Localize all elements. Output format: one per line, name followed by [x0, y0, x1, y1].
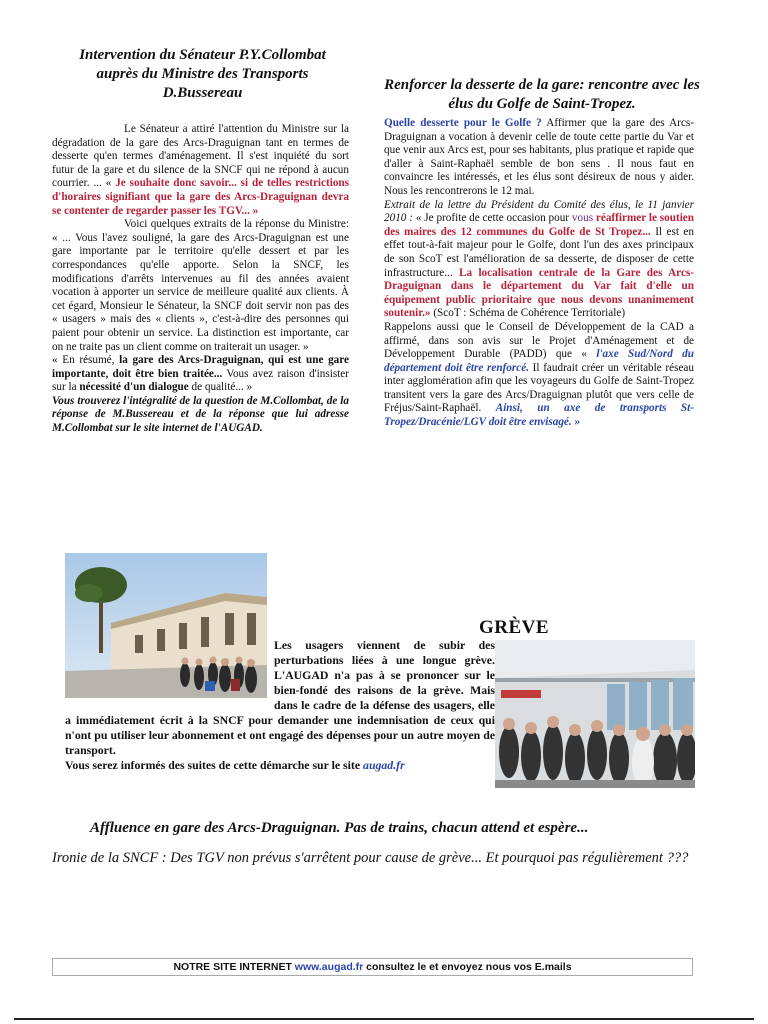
left-paragraph-2: Voici quelques extraits de la réponse du Ministre: « ... Vous l'avez souligné, la gare des Arcs-Draguignan est une gare importante par le territoire qu'elle dessert et par les correspondances qu'elle apporte. Selon la SNCF, les modifications d'arrêts intervenues au fil des années avaient vocation à apporter un service de meilleure qualité aux clients. À cet égard, Monsieur le Sénateur, la SNCF doit servir non pas des « usagers » mais des « clients », c'est-à-dire des personnes qui paient pour obtenir un service. La distinction est importante, car on ne traite pas un client comme on traiterait un usager. »	[52, 218, 349, 353]
left-paragraph-4: Vous trouverez l'intégralité de la question de M.Collombat, de la réponse de M.Bussereau et de la réponse que lui adresse M.Collombat sur le site internet de l'AUGAD.	[52, 394, 349, 435]
footer-banner: NOTRE SITE INTERNET www.augad.fr consultez le et envoyez nous vos E.mails	[52, 958, 693, 976]
left-article-body	[52, 123, 349, 436]
photo-caption: Affluence en gare des Arcs-Draguignan. Pas de trains, chacun attend et espère...	[90, 820, 589, 836]
greve-photo-spacer-left	[65, 638, 274, 709]
right-paragraph-3: Rappelons aussi que le Conseil de Développement de la CAD a affirmé, dans son avis sur le Projet d'Aménagement et de Développement Durable (PADD) que « l'axe Sud/Nord du département doit être renforcé. Il faudrait créer un véritable réseau inter agglomération afin que les voyageurs du Golfe de Saint-Tropez transitent vers la gare des Arcs/Draguignan plutôt que vers celle de Fréjus/Saint-Raphaël. Ainsi, un axe de transports St-Tropez/Dracénie/LGV doit être envisagé. »	[384, 320, 694, 429]
left-article-title: Intervention du Sénateur P.Y.Collombat auprès du Ministre des Transports D.Bussereau	[79, 47, 326, 101]
left-highlight-quote: Je souhaite donc savoir... si de telles restrictions d'horaires signifiant que la gare des Arcs-Draguignan devra se contenter de regarder passer les TGV... »	[52, 177, 349, 217]
footer-site-link[interactable]: www.augad.fr	[294, 961, 364, 973]
greve-site-link[interactable]: augad.fr	[363, 758, 405, 772]
right-paragraph-1: Quelle desserte pour le Golfe ? Affirmer que la gare des Arcs-Draguignan a vocation à devenir celle de toute cette partie du Var et que venir aux Arcs est, pour ses habitants, plus pratique et rapide que d'aller à Saint-Raphaël semble de bon sens . Il nous faut en convaincre les intéressés, et les élus sont désireux de nous y aider. Nous les rencontrerons le 12 mai.	[384, 117, 695, 197]
bottom-rule	[14, 1018, 754, 1020]
left-paragraph-1: Le Sénateur a attiré l'attention du Ministre sur la dégradation de la gare des Arcs-Draguignan tant en termes de desserte qu'en termes d'aménagement. Il s'est inquiété du sort futur de la gare et du silence de la SNCF qui ne répond à aucun courrier. ... « Je souhaite donc savoir... si de telles restrictions d'horaires signifiant que la gare des Arcs-Draguignan devra se contenter de regarder passer les TGV... »	[52, 123, 349, 217]
right-article-title: Renforcer la desserte de la gare: rencontre avec les élus du Golfe de Saint-Tropez.	[384, 77, 700, 112]
station-crowd-photo	[495, 640, 695, 788]
greve-paragraph: Les usagers viennent de subir des perturbations liées à une longue grève. L'AUGAD n'a pas à se prononcer sur le bien-fondé des raisons de la grève. Mais dans le cadre de la défense des usagers, elle a immédiatement écrit à la SNCF pour demander une indemnisation de ceux qui n'ont pu utiliser leur abonnement et ont engagé des dépenses pour un autre moyen de transport.	[65, 638, 495, 757]
irony-note: Ironie de la SNCF : Des TGV non prévus s'arrêtent pour cause de grève... Et pourquoi pas régulièrement ???	[52, 850, 689, 866]
right-article-body	[384, 117, 694, 430]
right-paragraph-2: Extrait de la lettre du Président du Comité des élus, le 11 janvier 2010 : « Je profite de cette occasion pour vous réaffirmer le soutien des maires des 12 communes du Golfe de St Tropez... Il est en effet tout-à-fait majeur pour le Golfe, dont l'un des axes principaux de son ScoT est l'amélioration de sa desserte, de disposer de cette infrastructure... La localisation centrale de la Gare des Arcs-Draguignan dans le département du Var fait d'elle un équipement public prioritaire que nous devons unanimement soutenir.» (ScoT : Schéma de Cohérence Territoriale)	[384, 198, 694, 320]
greve-followup: Vous serez informés des suites de cette démarche sur le site	[65, 758, 364, 772]
right-question: Quelle desserte pour le Golfe ?	[384, 117, 542, 129]
station-crowd-image	[495, 640, 695, 788]
left-paragraph-3: « En résumé, la gare des Arcs-Draguignan, qui est une gare importante, doit être bien traitée... Vous avez raison d'insister sur la nécessité d'un dialogue de qualité... »	[52, 354, 350, 394]
greve-title: GRÈVE	[479, 617, 550, 638]
